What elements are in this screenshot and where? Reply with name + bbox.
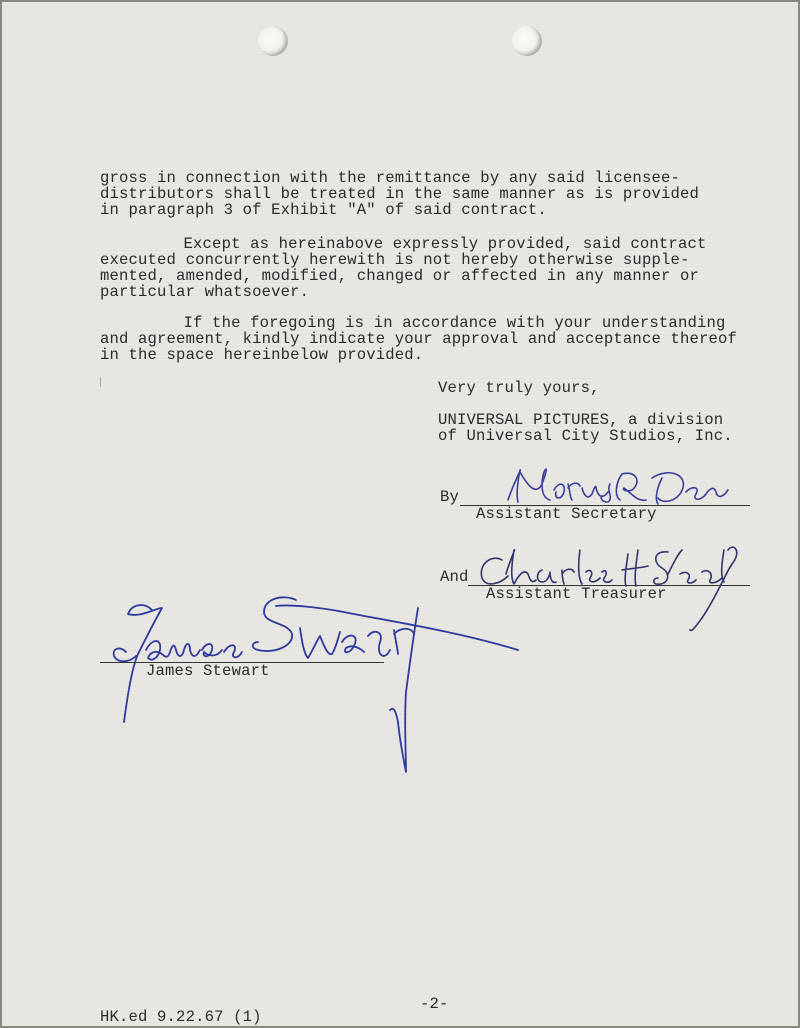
paragraph-3-line-1: If the foregoing is in accordance with your understanding xyxy=(136,314,726,332)
paragraph-3-line-2: and agreement, kindly indicate your approval and acceptance thereof xyxy=(100,330,738,348)
paragraph-1-line-1: gross in connection with the remittance by any said licensee- xyxy=(100,169,680,187)
company-line-2: of Universal City Studios, Inc. xyxy=(438,427,733,445)
letter-page xyxy=(2,2,798,1026)
closing: Very truly yours, xyxy=(438,379,600,397)
company-line-1: UNIVERSAL PICTURES, a division xyxy=(438,411,724,429)
signature-james-stewart xyxy=(2,2,798,1026)
paragraph-2-line-1: Except as hereinabove expressly provided, said contract xyxy=(136,235,707,253)
and-label: And xyxy=(440,568,469,586)
paragraph-2-line-3: mented, amended, modified, changed or affected in any manner or xyxy=(100,267,699,285)
assistant-treasurer-title: Assistant Treasurer xyxy=(486,585,667,603)
paragraph-2-line-2: executed concurrently herewith is not hereby otherwise supple- xyxy=(100,251,690,269)
paragraph-1-line-3: in paragraph 3 of Exhibit "A" of said contract. xyxy=(100,201,547,219)
document-reference: HK.ed 9.22.67 (1) xyxy=(100,1008,262,1026)
assistant-secretary-title: Assistant Secretary xyxy=(476,505,657,523)
paragraph-2-line-4: particular whatsoever. xyxy=(100,283,310,301)
page-number: -2- xyxy=(420,995,449,1013)
by-label: By xyxy=(440,488,460,506)
acceptor-name: James Stewart xyxy=(146,662,270,680)
paragraph-1-line-2: distributors shall be treated in the same manner as is provided xyxy=(100,185,699,203)
paragraph-3-line-3: in the space hereinbelow provided. xyxy=(100,346,424,364)
